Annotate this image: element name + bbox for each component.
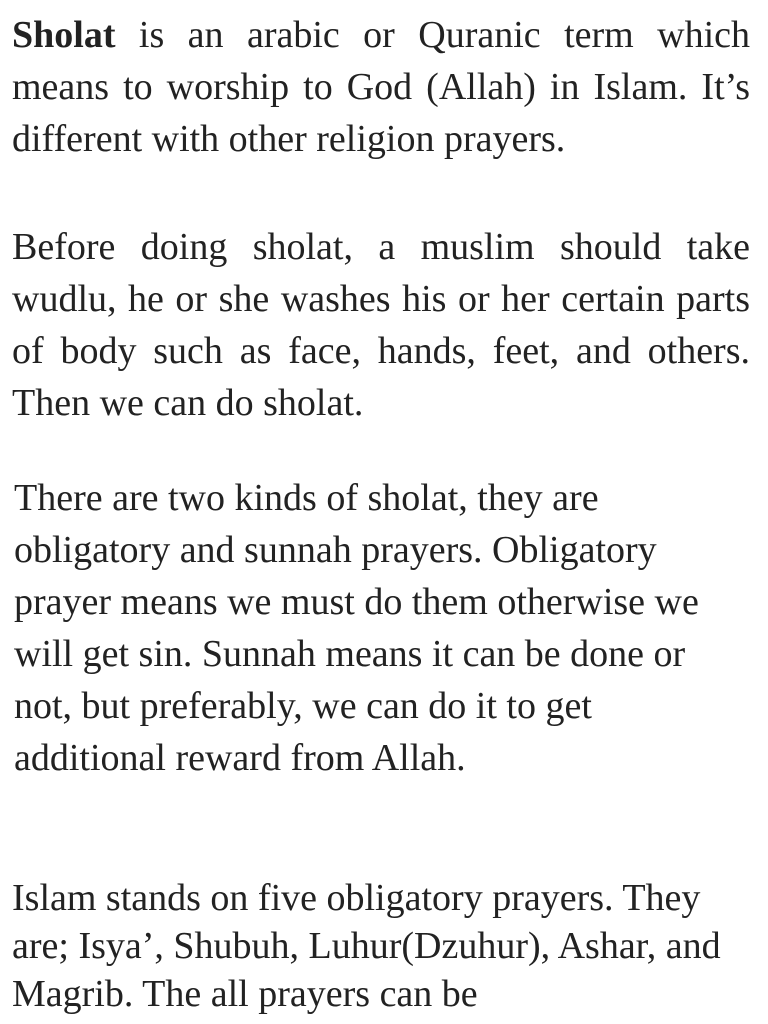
paragraph-five-prayers: Islam stands on five obligatory prayers. They are; Isya’, Shubuh, Luhur(Dzuhur), Ashar, and Magrib. The all prayers can be [12,877,721,1015]
paragraph-kinds-of-sholat: There are two kinds of sholat, they are obligatory and sunnah prayers. Obligatory prayer means we must do them otherwise we will get sin. Sunnah means it can be done or not, but preferably, we can do it to get additional reward from Allah. [14,477,699,779]
paragraph-sholat-definition-text: is an arabic or Quranic term which means to worship to God (Allah) in Islam. It’s different with other religion prayers. [12,14,750,160]
paragraph-sholat-definition [12,9,750,165]
term-sholat: Sholat [12,14,116,56]
paragraph-wudlu: Before doing sholat, a muslim should take wudlu, he or she washes his or her certain parts of body such as face, hands, feet, and others. Then we can do sholat. [12,226,750,424]
